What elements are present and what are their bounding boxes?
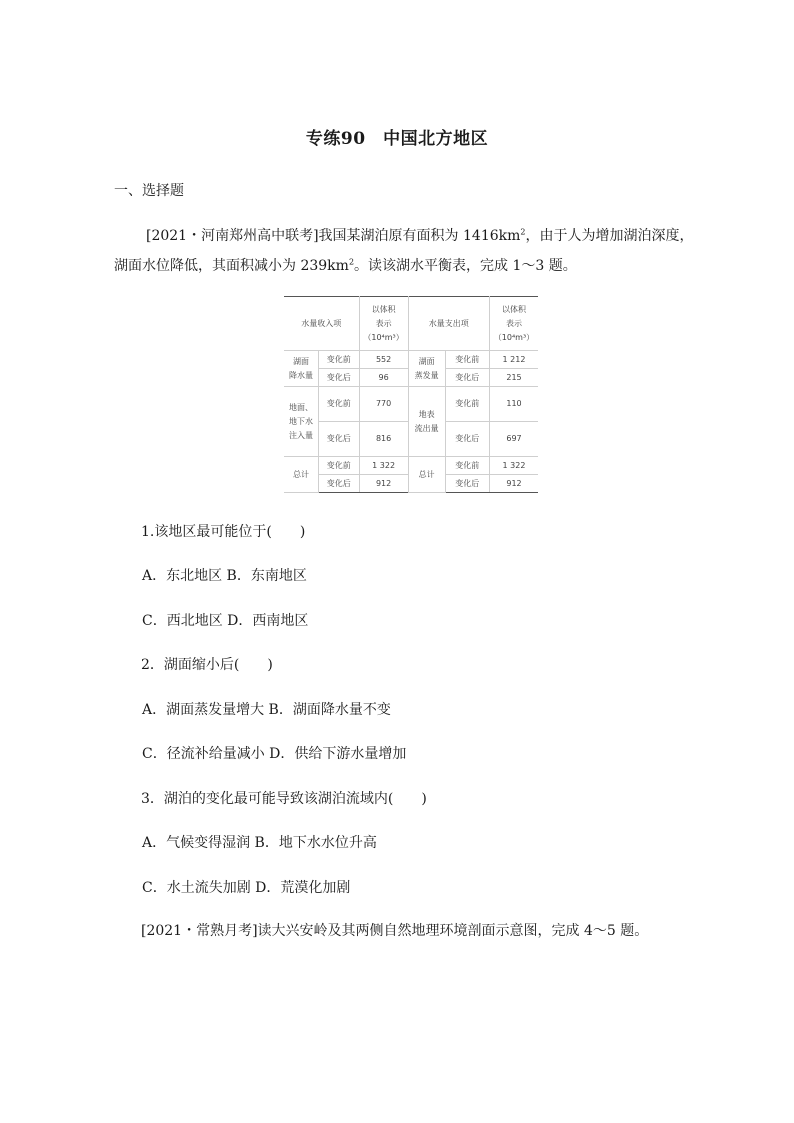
- group-line: 流出量: [414, 423, 439, 433]
- table-row: [284, 351, 538, 369]
- header-expense-unit-2: 表示: [506, 318, 522, 328]
- group-line: 地表: [418, 409, 435, 419]
- intro-sup-1: 2: [520, 227, 526, 237]
- header-expense-unit-1: 以体积: [502, 304, 526, 314]
- header-income: 水量收入项: [284, 297, 359, 351]
- question-2-options-ab: A．湖面蒸发量增大 B．湖面降水量不变: [142, 702, 391, 718]
- value-cell: 1 212: [490, 351, 539, 369]
- value-cell: 912: [490, 475, 539, 493]
- header-expense-unit-3: （10⁴m³）: [493, 332, 535, 342]
- header-expense: 水量支出项: [408, 297, 489, 351]
- question-1-options-ab: A．东北地区 B．东南地区: [142, 568, 307, 584]
- group-line: 地下水: [289, 416, 313, 426]
- stage-cell: 变化后: [319, 422, 360, 457]
- stage-cell: 变化后: [445, 369, 489, 387]
- stage-cell: 变化前: [445, 457, 489, 475]
- next-question-intro: [2021・常熟月考]读大兴安岭及其两侧自然地理环境剖面示意图，完成 4～5 题。: [141, 923, 649, 939]
- value-cell: 110: [490, 387, 539, 422]
- value-cell: 912: [359, 475, 408, 493]
- value-cell: 770: [359, 387, 408, 422]
- header-income-unit-2: 表示: [375, 318, 392, 328]
- value-cell: 552: [359, 351, 408, 369]
- group-line: 湖面: [418, 356, 435, 366]
- stage-cell: 变化后: [445, 475, 489, 493]
- question-2-stem: 2．湖面缩小后( ): [141, 657, 273, 673]
- value-cell: 1 322: [490, 457, 539, 475]
- stage-cell: 变化前: [445, 387, 489, 422]
- question-3-options-ab: A．气候变得湿润 B．地下水水位升高: [142, 835, 377, 851]
- stage-cell: 变化后: [319, 369, 360, 387]
- page-title: 专练90 中国北方地区: [305, 129, 489, 149]
- value-cell: 816: [359, 422, 408, 457]
- group-line: 注入量: [289, 430, 313, 440]
- stage-cell: 变化前: [319, 351, 360, 369]
- group-line: 湖面: [293, 356, 309, 366]
- header-income-unit-1: 以体积: [371, 304, 396, 314]
- water-balance-table: [284, 296, 538, 493]
- group-line: 地面、: [289, 402, 313, 412]
- intro-text-1: [2021・河南郑州高中联考]我国某湖泊原有面积为 1416km: [146, 228, 521, 244]
- row-group-label: [284, 351, 319, 387]
- row-group-label: [408, 351, 445, 387]
- question-1-options-cd: C．西北地区 D．西南地区: [142, 613, 309, 629]
- table-row: [284, 387, 538, 422]
- intro-sup-2: 2: [348, 257, 355, 267]
- row-group-label: [284, 387, 319, 457]
- stage-cell: 变化前: [319, 387, 360, 422]
- header-income-unit-3: （10⁴m³）: [363, 332, 404, 342]
- section-heading: 一、选择题: [114, 183, 184, 199]
- stage-cell: 变化后: [319, 475, 360, 493]
- stage-cell: 变化前: [319, 457, 360, 475]
- row-group-label: 总计: [408, 457, 445, 493]
- group-line: 降水量: [289, 370, 313, 380]
- table-row: [284, 457, 538, 475]
- value-cell: 1 322: [359, 457, 408, 475]
- intro-paragraph: [114, 221, 694, 281]
- header-expense-unit: [490, 297, 539, 351]
- question-2-options-cd: C．径流补给量减小 D．供给下游水量增加: [142, 746, 407, 762]
- intro-text-2: ，由于人为增加湖泊深度，湖面水位降低，其面积减小为 239km: [114, 228, 694, 274]
- value-cell: 215: [490, 369, 539, 387]
- stage-cell: 变化前: [445, 351, 489, 369]
- question-1-stem: 1.该地区最可能位于( ): [141, 524, 306, 540]
- intro-text-3: 。读该湖水平衡表，完成 1～3 题。: [354, 258, 577, 274]
- group-line: 蒸发量: [414, 370, 439, 380]
- value-cell: 96: [359, 369, 408, 387]
- row-group-label: [408, 387, 445, 457]
- stage-cell: 变化后: [445, 422, 489, 457]
- header-income-unit: [359, 297, 408, 351]
- question-3-stem: 3．湖泊的变化最可能导致该湖泊流域内( ): [141, 791, 427, 807]
- question-3-options-cd: C．水土流失加剧 D．荒漠化加剧: [142, 880, 351, 896]
- row-group-label: 总计: [284, 457, 319, 493]
- value-cell: 697: [490, 422, 539, 457]
